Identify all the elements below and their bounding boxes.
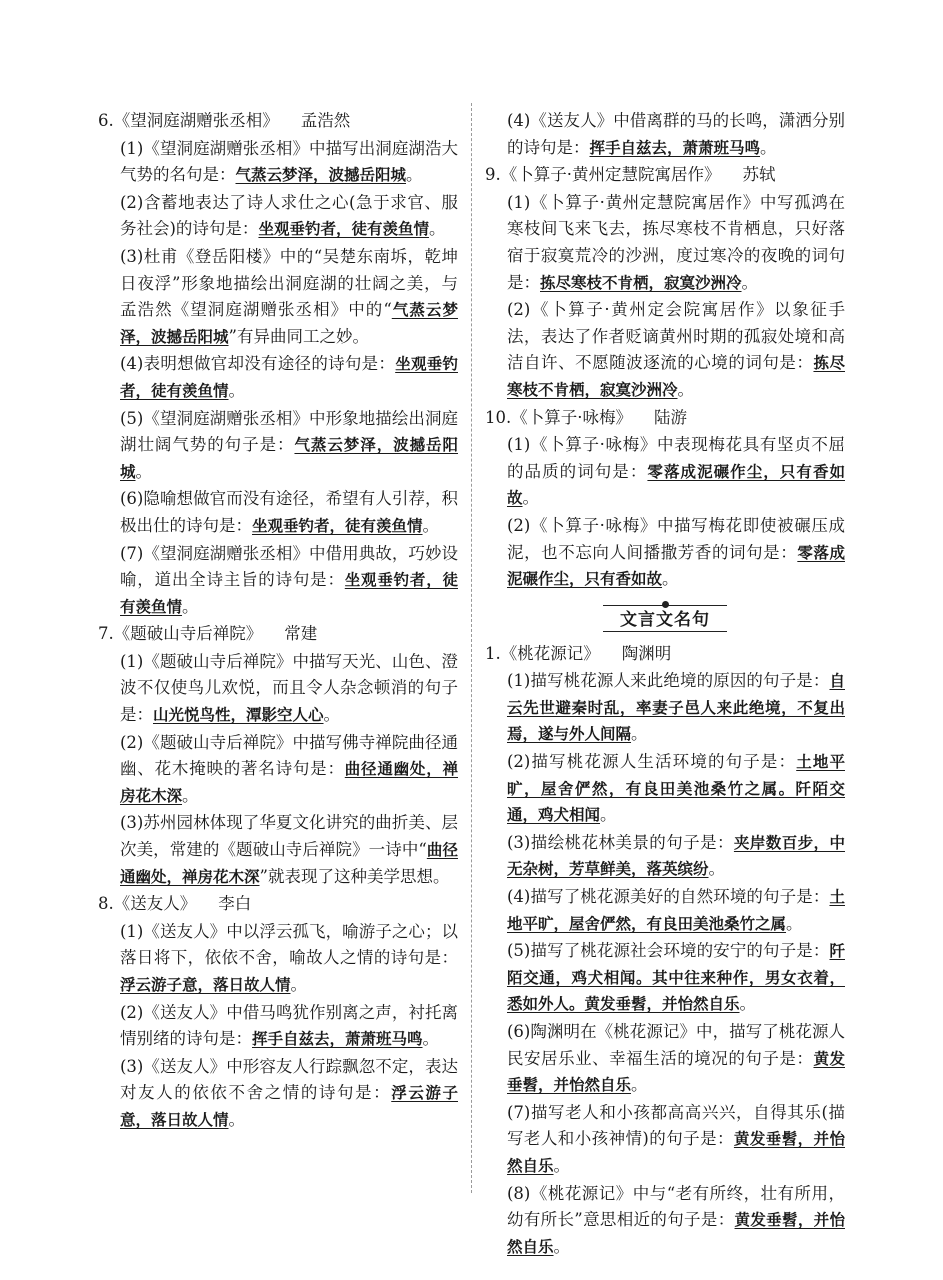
answer-text: 土地平旷，屋舍俨然，有良田美池桑竹之属 xyxy=(507,888,845,933)
question-item xyxy=(120,541,458,621)
question-text: (2)含蓄地表达了诗人求仕之心(急于求官、服务社会)的诗句是： xyxy=(120,192,458,239)
question-item xyxy=(507,108,845,161)
left-column xyxy=(98,108,458,1135)
trailing-text: 。 xyxy=(135,461,153,481)
question-item xyxy=(120,136,458,189)
answer-text: 黄发垂髫，并怡然自乐 xyxy=(507,1049,845,1095)
poem-heading xyxy=(485,405,845,432)
question-item xyxy=(507,1100,845,1180)
poem-author: 苏轼 xyxy=(742,165,776,185)
trailing-text: 。 xyxy=(760,137,777,157)
answer-text: 黄发垂髫，并怡然自乐 xyxy=(507,1211,845,1256)
trailing-text: 。 xyxy=(786,913,803,933)
answer-text: 土地平旷，屋舍俨然，有良田美池桑竹之属。阡陌交通，鸡犬相闻 xyxy=(507,753,845,825)
question-item xyxy=(507,513,845,593)
answer-text: 挥手自兹去，萧萧班马鸣 xyxy=(252,1030,423,1049)
question-item xyxy=(120,244,458,350)
answer-text: 拣尽寒枝不肯栖，寂寞沙洲冷 xyxy=(540,273,742,292)
answer-text: 阡陌交通，鸡犬相闻。其中往来种作，男女衣着，悉如外人。黄发垂髫，并怡然自乐 xyxy=(507,942,845,1014)
trailing-text: 。 xyxy=(182,785,199,805)
question-text: (2)《卜算子·咏梅》中描写梅花即使被碾压成泥，也不忘向人间播撒芳香的词句是： xyxy=(507,515,845,562)
question-text: (2)《题破山寺后禅院》中描写佛寺禅院曲径通幽、花木掩映的著名诗句是： xyxy=(120,732,458,779)
answer-text: 挥手自兹去，萧萧班马鸣 xyxy=(589,138,761,157)
trailing-text: 。 xyxy=(428,219,446,239)
column-divider xyxy=(471,103,472,1193)
question-text: (5)《望洞庭湖赠张丞相》中形象地描绘出洞庭湖壮阔气势的句子是： xyxy=(120,408,458,455)
question-text: (2)描写桃花源人生活环境的句子是： xyxy=(507,752,797,772)
question-item xyxy=(507,297,845,403)
trailing-text: 。 xyxy=(553,1155,571,1175)
question-item xyxy=(507,668,845,748)
question-item xyxy=(507,432,845,512)
trailing-text: 。 xyxy=(522,488,540,508)
question-text: (1)描写桃花源人来此绝境的原因的句子是： xyxy=(507,671,830,691)
question-text: (6)隐喻想做官而没有途径，希望有人引荐，积极出仕的诗句是： xyxy=(120,489,458,535)
question-text: (8)《桃花源记》中与“老有所终，壮有所用，幼有所长”意思相近的句子是： xyxy=(507,1183,845,1230)
poem-title: 《送友人》 xyxy=(113,894,197,914)
question-text: (3)苏州园林体现了华夏文化讲究的曲折美、层次美，常建的《题破山寺后禅院》一诗中“ xyxy=(120,813,458,860)
question-item xyxy=(120,810,458,890)
poem-number: 9. xyxy=(485,165,501,185)
answer-text: 坐观垂钓者，徒有羡鱼情 xyxy=(252,516,423,535)
poem-author: 常建 xyxy=(284,624,318,644)
question-item xyxy=(507,830,845,883)
trailing-text: 。 xyxy=(708,859,726,879)
answer-text: 气蒸云梦泽，波撼岳阳城 xyxy=(120,436,458,481)
poem-author: 陆游 xyxy=(654,407,687,427)
question-item xyxy=(507,884,845,937)
trailing-text: 。 xyxy=(228,380,246,400)
poem-number: 6. xyxy=(98,111,114,130)
question-text: (7)《望洞庭湖赠张丞相》中借用典故，巧妙设喻，道出全诗主旨的诗句是： xyxy=(120,543,458,590)
question-text: (4)描写了桃花源美好的自然环境的句子是： xyxy=(507,887,830,907)
question-item xyxy=(120,919,458,999)
question-text: (4)《送友人》中借离群的马的长鸣，潇洒分别的诗句是： xyxy=(507,111,845,157)
poem-number: 8. xyxy=(98,894,114,914)
question-item xyxy=(507,1181,845,1261)
question-text: (3)《送友人》中形容友人行踪飘忽不定，表达对友人的依依不舍之情的诗句是： xyxy=(120,1056,458,1103)
answer-text: 浮云游子意，落日故人情 xyxy=(120,1084,458,1129)
question-text: (5)描写了桃花源社会环境的安宁的句子是： xyxy=(507,941,830,961)
trailing-text: ”有异曲同工之妙。 xyxy=(228,326,369,346)
poem-number: 10. xyxy=(485,407,512,427)
question-text: (1)《卜算子·咏梅》中表现梅花具有坚贞不屈的品质的词句是： xyxy=(507,435,845,481)
section-banner xyxy=(485,599,845,633)
question-item xyxy=(120,649,458,729)
trailing-text: 。 xyxy=(228,1109,246,1129)
question-item xyxy=(120,730,458,810)
question-text: (6)陶渊明在《桃花源记》中，描写了桃花源人民安居乐业、幸福生活的境况的句子是： xyxy=(507,1022,845,1068)
question-item xyxy=(120,1054,458,1134)
trailing-text: ”就表现了这种美学思想。 xyxy=(259,866,450,886)
right-column xyxy=(485,108,845,1261)
question-item xyxy=(507,1019,845,1099)
poem-number: 1. xyxy=(485,643,501,663)
answer-text: 曲径通幽处，禅房花木深 xyxy=(120,841,458,886)
question-item xyxy=(120,1000,458,1053)
trailing-text: 。 xyxy=(631,724,648,744)
answer-text: 坐观垂钓者，徒有羡鱼情 xyxy=(120,571,458,616)
answer-text: 夹岸数百步，中无杂树，芳草鲜美，落英缤纷 xyxy=(507,833,845,879)
poem-title: 《桃花源记》 xyxy=(500,643,600,663)
poem-heading xyxy=(485,641,845,668)
answer-text: 黄发垂髫，并怡然自乐 xyxy=(507,1130,845,1175)
trailing-text: 。 xyxy=(290,975,308,994)
trailing-text: 。 xyxy=(182,596,199,616)
poem-heading xyxy=(98,108,458,135)
question-text: (4)表明想做官却没有途径的诗句是： xyxy=(120,354,396,374)
poem-heading xyxy=(485,162,845,189)
question-text: (3)描绘桃花林美景的句子是： xyxy=(507,832,734,852)
trailing-text: 。 xyxy=(662,569,679,589)
question-text: (2)《送友人》中借马鸣犹作别离之声，衬托离情别绪的诗句是： xyxy=(120,1002,458,1049)
poem-title: 《卜算子·黄州定慧院寓居作》 xyxy=(500,165,721,185)
trailing-text: 。 xyxy=(406,165,423,185)
question-text: (1)《望洞庭湖赠张丞相》中描写出洞庭湖浩大气势的名句是： xyxy=(120,138,458,185)
trailing-text: 。 xyxy=(677,379,695,399)
trailing-text: 。 xyxy=(600,805,617,825)
poem-title: 《望洞庭湖赠张丞相》 xyxy=(113,111,279,130)
answer-text: 气蒸云梦泽，波撼岳阳城 xyxy=(235,166,407,185)
question-text: (7)描写老人和小孩都高高兴兴，自得其乐(描写老人和小孩神情)的句子是： xyxy=(507,1102,845,1149)
question-text: (2)《卜算子·黄州定会院寓居作》以象征手法，表达了作者贬谪黄州时期的孤寂处境和高洁自许、不愿随波逐流的心境的词句是： xyxy=(507,300,845,373)
answer-text: 自云先世避秦时乱，率妻子邑人来此绝境，不复出焉，遂与外人间隔 xyxy=(507,672,845,744)
question-text: (1)《送友人》中以浮云孤飞，喻游子之心；以落日将下，依依不舍，喻故人之情的诗句是： xyxy=(120,921,458,968)
trailing-text: 。 xyxy=(323,705,341,725)
question-item xyxy=(120,486,458,539)
answer-text: 拣尽寒枝不肯栖，寂寞沙洲冷 xyxy=(507,354,845,399)
answer-text: 气蒸云梦泽，波撼岳阳城 xyxy=(120,301,458,346)
question-item xyxy=(507,938,845,1018)
answer-text: 坐观垂钓者，徒有羡鱼情 xyxy=(120,355,458,400)
answer-text: 零落成泥碾作尘，只有香如故 xyxy=(507,462,845,508)
answer-text: 浮云游子意，落日故人情 xyxy=(120,976,291,994)
poem-author: 孟浩然 xyxy=(300,111,351,130)
question-text: (3)杜甫《登岳阳楼》中的“吴楚东南坼，乾坤日夜浮”形象地描绘出洞庭湖的壮阔之美，与孟浩然《望洞庭湖赠张丞相》中的“ xyxy=(120,246,458,320)
banner-rule-bottom xyxy=(603,631,727,632)
trailing-text: 。 xyxy=(739,994,757,1014)
answer-text: 零落成泥碾作尘，只有香如故 xyxy=(507,543,845,589)
section-title: 文言文名句 xyxy=(620,609,710,630)
question-text: (1)《卜算子·黄州定慧院寓居作》中写孤鸿在寒枝间飞来飞去，拣尽寒枝不肯栖息，只好落宿于寂寞荒冷的沙洲，度过寒冷的夜晚的词句是： xyxy=(507,192,845,292)
question-item xyxy=(120,190,458,243)
poem-heading xyxy=(98,891,458,918)
poem-author: 李白 xyxy=(218,894,252,914)
poem-number: 7. xyxy=(98,624,114,644)
question-item xyxy=(120,351,458,404)
answer-text: 山光悦鸟性，潭影空人心 xyxy=(153,706,324,725)
question-item xyxy=(507,749,845,829)
trailing-text: 。 xyxy=(631,1075,648,1095)
poem-title: 《卜算子·咏梅》 xyxy=(511,407,632,427)
answer-text: 曲径通幽处，禅房花木深 xyxy=(120,760,458,805)
trailing-text: 。 xyxy=(422,515,440,535)
trailing-text: 。 xyxy=(741,272,759,292)
answer-text: 坐观垂钓者，徒有羡鱼情 xyxy=(258,220,429,239)
question-item xyxy=(507,190,845,296)
question-item xyxy=(120,406,458,486)
poem-author: 陶渊明 xyxy=(621,643,672,663)
poem-title: 《题破山寺后禅院》 xyxy=(113,624,263,644)
question-text: (1)《题破山寺后禅院》中描写天光、山色、澄波不仅使鸟儿欢悦，而且令人杂念顿消的句子是： xyxy=(120,651,458,725)
trailing-text: 。 xyxy=(553,1236,571,1256)
poem-heading xyxy=(98,621,458,648)
trailing-text: 。 xyxy=(422,1029,440,1049)
